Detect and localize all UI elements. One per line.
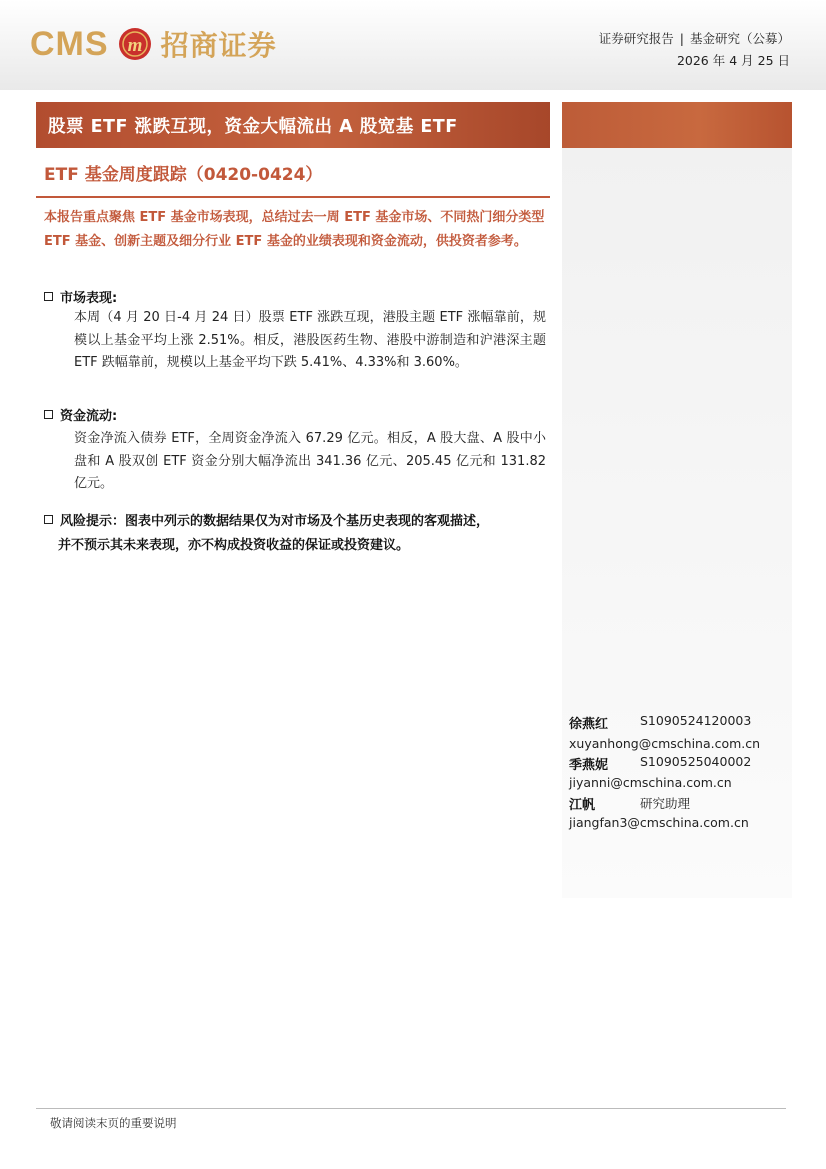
footer-divider: [36, 1108, 786, 1109]
logo-text-cn: 招商证券: [160, 29, 277, 62]
summary-intro: 本报告重点聚焦 ETF 基金市场表现，总结过去一周 ETF 基金市场、不同热门细分类型 ETF 基金、创新主题及细分行业 ETF 基金的业绩表现和资金流动，供投资者参考。: [44, 210, 545, 249]
analyst-email[interactable]: jiyanni@cmschina.com.cn: [569, 775, 732, 790]
logo-emblem-icon: [117, 26, 153, 62]
analyst-code: S1090524120003: [640, 713, 752, 728]
square-bullet-icon: [44, 410, 53, 419]
analyst-email[interactable]: xuyanhong@cmschina.com.cn: [569, 736, 761, 751]
analyst-name: 徐燕红: [569, 717, 609, 732]
header-meta: [599, 28, 790, 72]
analyst-name: 江帆: [569, 798, 596, 813]
risk-warning: [44, 510, 550, 558]
report-date: 2026 年 4 月 25 日: [676, 53, 790, 68]
side-banner: [562, 102, 792, 148]
title-banner: [36, 102, 550, 148]
company-logo: [30, 22, 277, 66]
logo-text-en: CMS: [30, 24, 109, 63]
page-header: [0, 0, 826, 90]
analyst-code: S1090525040002: [640, 754, 752, 769]
section-body-flows: 资金净流入债券 ETF，全周资金净流入 67.29 亿元。相反，A 股大盘、A 股中小盘和 A 股双创 ETF 资金分别大幅净流出 341.36 亿元、205.45 亿元和 131.82 亿元。: [74, 431, 546, 491]
square-bullet-icon: [44, 292, 53, 301]
report-title: 股票 ETF 涨跌互现，资金大幅流出 A 股宽基 ETF: [48, 117, 458, 137]
analyst-name: 季燕妮: [569, 758, 609, 773]
analyst-email[interactable]: jiangfan3@cmschina.com.cn: [569, 815, 749, 830]
square-bullet-icon: [44, 515, 53, 524]
footer-note: 敬请阅读末页的重要说明: [50, 1116, 177, 1130]
header-separator: |: [679, 31, 684, 46]
svg-text:m: m: [127, 35, 142, 56]
risk-line-1: 风险提示：图表中列示的数据结果仅为对市场及个基历史表现的客观描述，: [60, 514, 490, 529]
subtitle-divider: [36, 196, 550, 198]
section-heading-flows: 资金流动:: [44, 405, 117, 424]
report-subtitle: ETF 基金周度跟踪（0420-0424）: [44, 165, 323, 185]
section-heading-market: 市场表现:: [44, 287, 117, 306]
report-category: 基金研究（公募）: [689, 31, 790, 46]
report-type: 证券研究报告: [598, 31, 674, 46]
risk-line-2: 并不预示其未来表现，亦不构成投资收益的保证或投资建议。: [58, 538, 410, 553]
analyst-role: 研究助理: [640, 796, 691, 811]
section-body-market: 本周（4 月 20 日-4 月 24 日）股票 ETF 涨跌互现，港股主题 ETF 涨幅靠前，规模以上基金平均上涨 2.51%。相反，港股医药生物、港股中游制造和沪港深主题 ETF 跌幅靠前，规模以上基金平均下跌 5.41%、4.33%和 3.60%。: [74, 310, 546, 370]
